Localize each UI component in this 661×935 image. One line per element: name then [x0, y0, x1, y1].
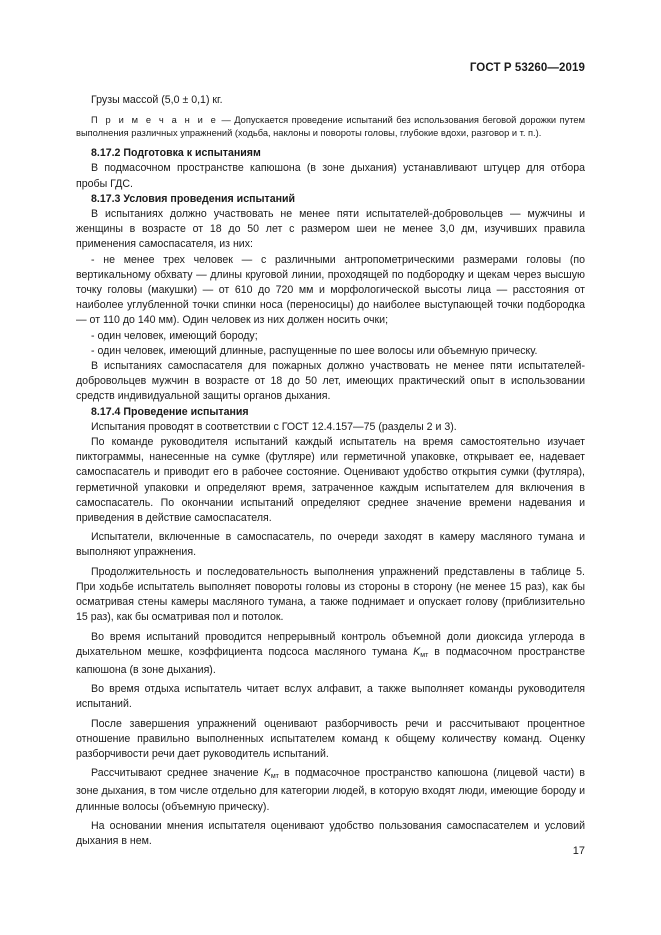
k-subscript: мт: [420, 651, 429, 659]
document-code: ГОСТ Р 53260—2019: [469, 62, 585, 74]
paragraph: На основании мнения испытателя оценивают удобство пользования самоспасателем и условий дыхания в нем.: [76, 819, 585, 847]
k-symbol: K: [263, 767, 271, 780]
note-text: — Допускается проведение испытаний без использования беговой дорожки путем выполнения различных упражнений (ходьба, наклоны и повороты головы, глубокие вдохи, разговор и т. п.).: [76, 115, 585, 139]
paragraph: Испытатели, включенные в самоспасатель, по очереди заходят в камеру масляного тумана и выполняют упражнения.: [76, 531, 585, 559]
paragraph-weights: Грузы массой (5,0 ± 0,1) кг.: [91, 94, 223, 106]
paragraph: Во время отдыха испытатель читает вслух алфавит, а также выполняет команды руководителя испытаний.: [76, 683, 585, 711]
paragraph: По команде руководителя испытаний каждый испытатель на время самостоятельно изучает пиктограммы, нанесенные на сумке (футляре) или герметичной упаковке, открывает ее, надевает самоспасатель и приводит его в рабочее состояние. Оценивают удобство открытия сумки (футляра), герметичной упаковки и определяют время, затраченное каждым испытателем для включения в самоспасатель. По окончании испытаний определяют среднее значение времени надевания и приведения в действие самоспасателя.: [76, 436, 585, 525]
paragraph: Продолжительность и последовательность выполнения упражнений представлены в таблице 5. При ходьбе испытатель выполняет повороты головы из стороны в сторону (не менее 15 раз), как бы осматривая стены камеры масляного тумана, а также поднимает и опускает голову (приблизительно 15 раз), как бы осматривая пол и потолок.: [76, 565, 585, 624]
paragraph: В подмасочном пространстве капюшона (в зоне дыхания) устанавливают штуцер для отбора пробы ГДС.: [76, 162, 585, 190]
k-subscript: мт: [270, 773, 279, 781]
note-label: П р и м е ч а н и е: [91, 115, 219, 126]
note: [76, 114, 585, 140]
paragraph: В испытаниях должно участвовать не менее пяти испытателей-добровольцев — мужчины и женщины в возрасте от 18 до 50 лет с размером шеи не менее 3,0 дм, изучивших правила применения самоспасателя, из них:: [76, 208, 585, 251]
paragraph: Рассчитывают среднее значение $K_{мт}$ в подмасочное пространство капюшона (лицевой части) в зоне дыхания, в том числе отдельно для категории людей, в которую входят люди, имеющие бороду и длинные волосы (объемную прическу).: [76, 767, 585, 813]
page-content: [76, 93, 585, 849]
page-number: 17: [572, 845, 585, 857]
k-symbol: K: [413, 645, 421, 658]
paragraph: После завершения упражнений оценивают разборчивость речи и рассчитывают процентное отношение правильно выполненных испытателем команд к общему количеству команд. Оценку разборчивости речи дает руководитель испытаний.: [76, 717, 585, 760]
paragraph: Испытания проводят в соответствии с ГОСТ 12.4.157—75 (разделы 2 и 3).: [91, 420, 457, 433]
section-8-17-4-title: 8.17.4 Проведение испытания: [91, 405, 249, 418]
paragraph: Во время испытаний проводится непрерывный контроль объемной доли диоксида углерода в дыхательном мешке, коэффициента подсоса масляного тумана $K_{мт}$ в подмасочном пространстве капюшона (в зоне дыхания).: [76, 630, 585, 676]
list-item: - один человек, имеющий длинные, распущенные по шее волосы или объемную прическу.: [91, 344, 538, 357]
section-8-17-2-title: 8.17.2 Подготовка к испытаниям: [91, 147, 261, 160]
list-item: - не менее трех человек — с различными антропометрическими размерами головы (по вертикальному обхвату — длины круговой линии, проходящей по подбородку и щекам через высшую точку головы (макушки) — от 610 до 720 мм и морфологической высоты лица — расстояния от наиболее углубленной точки спинки носа (переносицы) до наиболее выступающей точки подбородка — от 110 до 140 мм). Один человек из них должен носить очки;: [76, 253, 585, 327]
section-8-17-3-title: 8.17.3 Условия проведения испытаний: [91, 192, 296, 205]
list-item: - один человек, имеющий бороду;: [91, 329, 258, 342]
paragraph: В испытаниях самоспасателя для пожарных должно участвовать не менее пяти испытателей-добровольцев мужчин в возрасте от 18 до 50 лет, имеющих практический опыт в использовании средств индивидуальной защиты органов дыхания.: [76, 360, 585, 403]
